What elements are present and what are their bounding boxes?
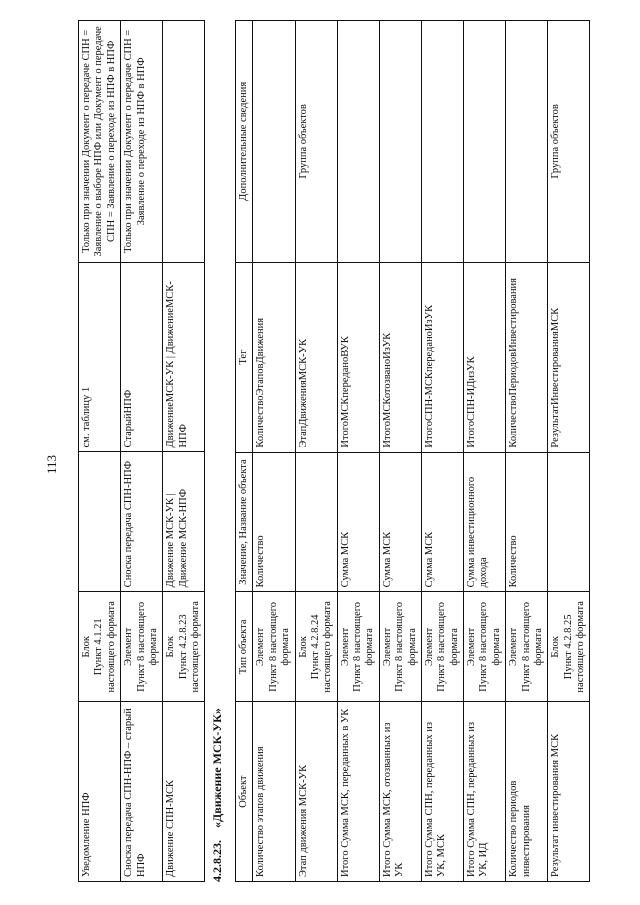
- object-cell: Этап движения МСК-УК: [295, 702, 337, 882]
- type-cell: Элемент Пункт 8 настоящего формата: [121, 592, 163, 702]
- value-cell: Сумма МСК: [337, 452, 379, 592]
- type-cell: Блок Пункт 4.2.8.25 настоящего формата: [548, 592, 590, 702]
- tag-cell: СтарыйНПФ: [121, 262, 163, 452]
- tag-cell: ЭтапДвиженияМСК-УК: [295, 262, 337, 452]
- value-cell: Сумма инвестиционного дохода: [464, 452, 506, 592]
- type-cell: Элемент Пункт 8 настоящего формата: [506, 592, 548, 702]
- table-row: [337, 21, 379, 882]
- tag-cell: ИтогоМСКотозваноИзУК: [379, 262, 421, 452]
- object-cell: Количество периодов инвестирования: [506, 702, 548, 882]
- value-cell: Количество: [506, 452, 548, 592]
- value-cell: Количество: [253, 452, 295, 592]
- value-cell: Движение МСК-УК | Движение МСК-НПФ: [163, 452, 205, 592]
- type-cell: Элемент Пункт 8 настоящего формата: [379, 592, 421, 702]
- value-cell: [295, 452, 337, 592]
- note-cell: [421, 21, 463, 263]
- rotated-page: [20, 12, 620, 892]
- col-header-object: Объект: [236, 702, 253, 882]
- note-cell: [379, 21, 421, 263]
- section-heading: [210, 708, 225, 882]
- section-number: 4.2.8.23.: [210, 840, 224, 882]
- table-row: [464, 21, 506, 882]
- note-cell: Только при значении Документ о передаче СПН = Заявление о переходе из НПФ в НПФ: [121, 21, 163, 263]
- tag-cell: ИтогоСПН-ИДизУК: [464, 262, 506, 452]
- object-cell: Уведомление НПФ: [79, 702, 121, 882]
- tag-cell: ИтогоМСКпереданоВУК: [337, 262, 379, 452]
- table-row: [421, 21, 463, 882]
- main-table: [235, 20, 590, 882]
- type-cell: Блок Пункт 4.1.21 настоящего формата: [79, 592, 121, 702]
- value-cell: [79, 452, 121, 592]
- value-cell: [548, 452, 590, 592]
- table-row: [548, 21, 590, 882]
- type-cell: Элемент Пункт 8 настоящего формата: [464, 592, 506, 702]
- tag-cell: КоличествоЭтаповДвижения: [253, 262, 295, 452]
- note-cell: Только при значении Документ о передаче СПН = Заявление о выборе НПФ или Документ о передаче СПН = Заявление о переходе из НПФ в НПФ: [79, 21, 121, 263]
- top-table: [78, 20, 205, 882]
- type-cell: Блок Пункт 4.2.8.23 настоящего формата: [163, 592, 205, 702]
- object-cell: Количество этапов движения: [253, 702, 295, 882]
- col-header-note: Дополнительные сведения: [236, 21, 253, 263]
- type-cell: Элемент Пункт 8 настоящего формата: [253, 592, 295, 702]
- note-cell: Группа объектов: [295, 21, 337, 263]
- col-header-type: Тип объекта: [236, 592, 253, 702]
- object-cell: Итого Сумма МСК, переданных в УК: [337, 702, 379, 882]
- note-cell: Группа объектов: [548, 21, 590, 263]
- type-cell: Элемент Пункт 8 настоящего формата: [421, 592, 463, 702]
- header-row: [236, 21, 253, 882]
- object-cell: Сноска передача СПН-НПФ – старый НПФ: [121, 702, 163, 882]
- tag-cell: КоличествоПериодовИнвестирования: [506, 262, 548, 452]
- table-row: [295, 21, 337, 882]
- object-cell: Итого Сумма СПН, переданных из УК, ИД: [464, 702, 506, 882]
- value-cell: Сумма МСК: [421, 452, 463, 592]
- object-cell: Итого Сумма СПН, переданных из УК, МСК: [421, 702, 463, 882]
- note-cell: [464, 21, 506, 263]
- note-cell: [506, 21, 548, 263]
- note-cell: [337, 21, 379, 263]
- table-row: [379, 21, 421, 882]
- object-cell: Итого Сумма МСК, отозванных из УК: [379, 702, 421, 882]
- page-number: 113: [44, 454, 59, 474]
- value-cell: Сумма МСК: [379, 452, 421, 592]
- type-cell: Блок Пункт 4.2.8.24 настоящего формата: [295, 592, 337, 702]
- tag-cell: РезультатИнвестированияМСК: [548, 262, 590, 452]
- type-cell: Элемент Пункт 8 настоящего формата: [337, 592, 379, 702]
- col-header-tag: Тег: [236, 262, 253, 452]
- section-title: «Движение МСК-УК»: [210, 708, 224, 828]
- table-row: [506, 21, 548, 882]
- table-row: [79, 21, 121, 882]
- tag-cell: см. таблицу 1: [79, 262, 121, 452]
- note-cell: [253, 21, 295, 263]
- tag-cell: ИтогоСПН-МСКпереданоИзУК: [421, 262, 463, 452]
- table-row: [163, 21, 205, 882]
- tag-cell: ДвижениеМСК-УК | ДвижениеМСК-НПФ: [163, 262, 205, 452]
- object-cell: Результат инвестирования МСК: [548, 702, 590, 882]
- col-header-value: Значение, Название объекта: [236, 452, 253, 592]
- table-row: [253, 21, 295, 882]
- value-cell: Сноска передача СПН-НПФ: [121, 452, 163, 592]
- object-cell: Движение СПН-МСК: [163, 702, 205, 882]
- table-row: [121, 21, 163, 882]
- note-cell: [163, 21, 205, 263]
